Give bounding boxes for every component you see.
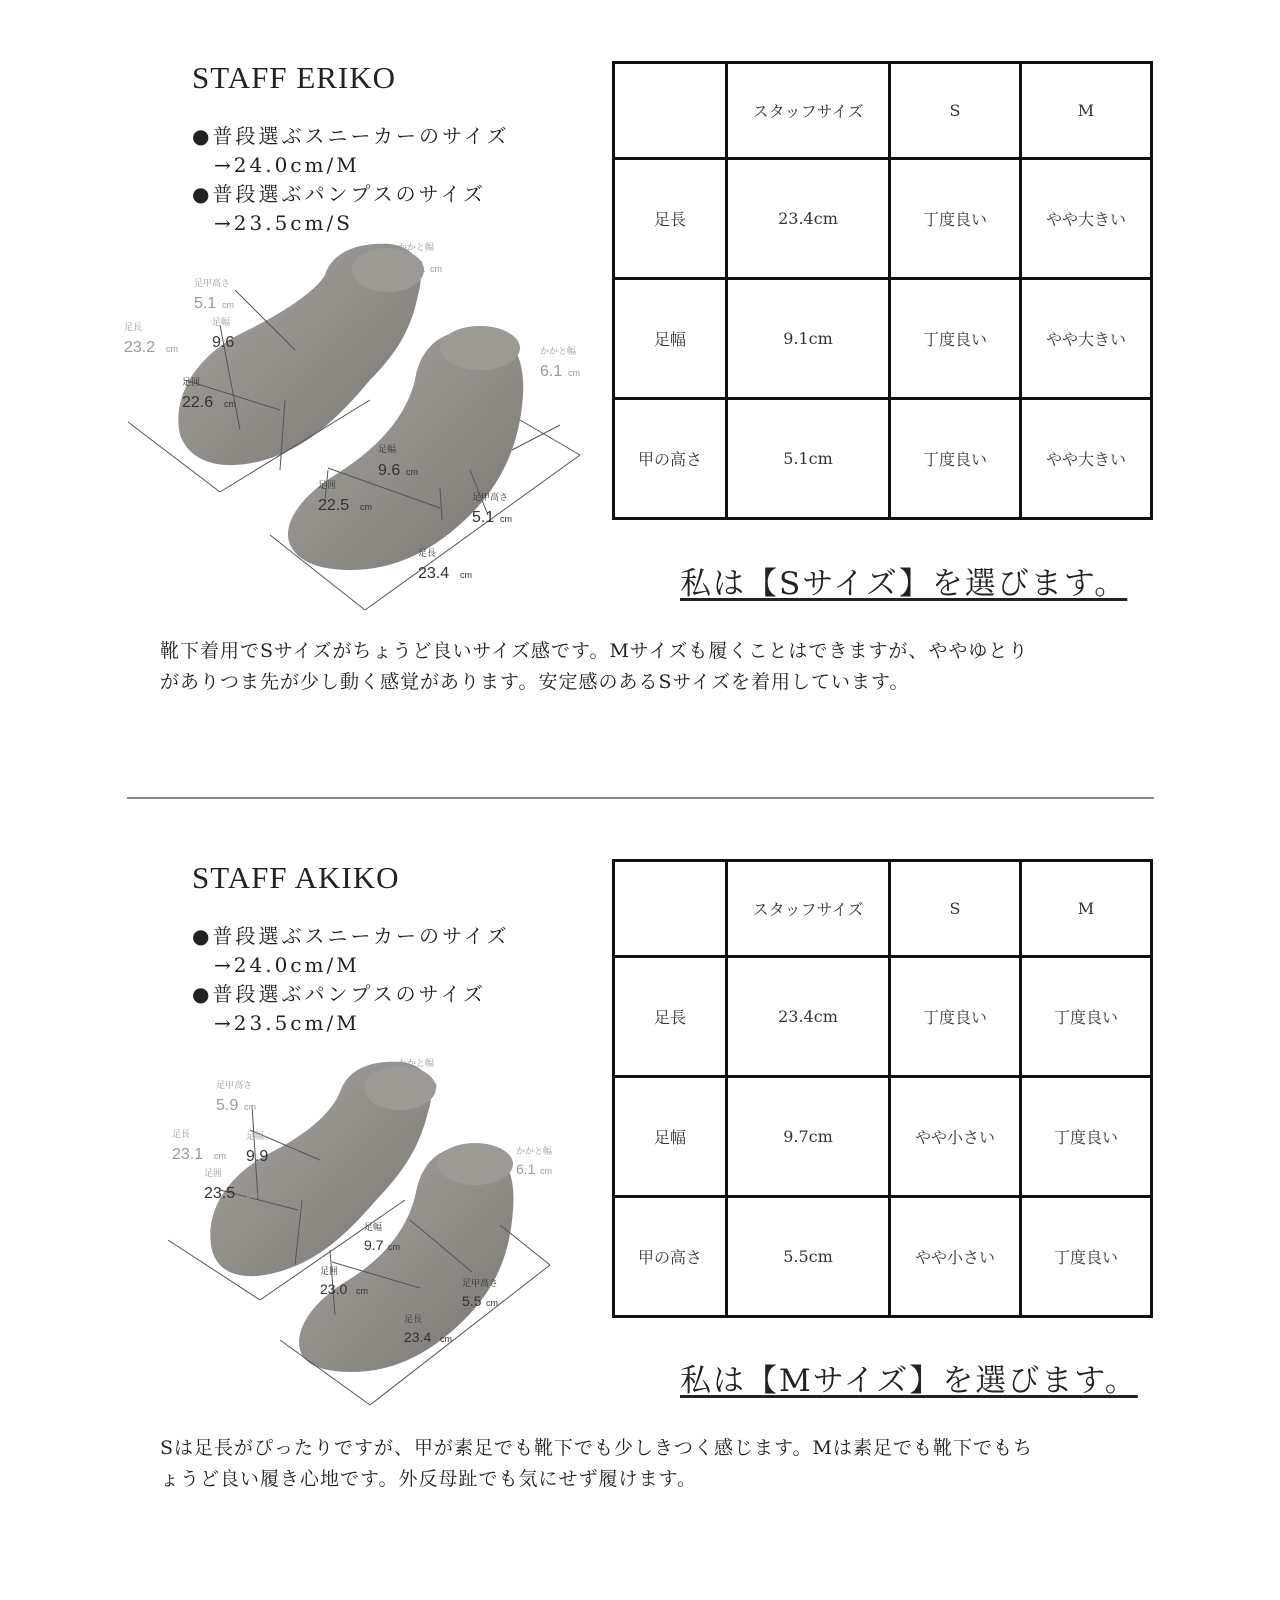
table-cell: やや大きい bbox=[1021, 159, 1152, 279]
front-instep-value: 5.1 bbox=[472, 509, 495, 526]
size-choice: 私は【Mサイズ】を選びます。 bbox=[680, 1363, 1138, 1399]
staff-comment bbox=[160, 636, 1110, 698]
front-girth-unit: cm bbox=[356, 1286, 368, 1296]
sneaker-size-label: ●普段選ぶスニーカーのサイズ bbox=[192, 924, 510, 948]
back-heel-width-value: 6.1 bbox=[403, 259, 426, 276]
table-cell: 足幅 bbox=[614, 1077, 727, 1197]
table-header-cell: スタッフサイズ bbox=[727, 861, 890, 957]
front-heel-width-unit: cm bbox=[568, 368, 580, 378]
back-length-unit: cm bbox=[214, 1151, 226, 1161]
table-cell: 9.7cm bbox=[727, 1077, 890, 1197]
back-girth-unit: cm bbox=[224, 399, 236, 409]
pumps-size-value: →23.5cm/S bbox=[214, 211, 353, 235]
back-instep-value: 5.1 bbox=[194, 295, 217, 312]
staff-section-eriko bbox=[0, 0, 1280, 760]
front-girth-label: 足囲 bbox=[318, 480, 337, 490]
comment-line: ょうど良い履き心地です。外反母趾でも気にせず履けます。 bbox=[160, 1468, 697, 1490]
front-width-unit: cm bbox=[406, 467, 418, 477]
table-cell: 丁度良い bbox=[1021, 957, 1152, 1077]
back-girth-unit: cm bbox=[246, 1190, 258, 1200]
front-heel-width-value: 6.1 bbox=[516, 1161, 536, 1177]
table-row bbox=[614, 279, 1152, 399]
table-header-cell: M bbox=[1021, 63, 1152, 159]
section-divider bbox=[127, 797, 1154, 799]
staff-comment bbox=[160, 1433, 1110, 1495]
table-header-row bbox=[614, 861, 1152, 957]
front-length-label: 足長 bbox=[404, 1314, 423, 1324]
front-instep-value: 5.5 bbox=[462, 1293, 482, 1309]
back-heel-width-label: かかと幅 bbox=[398, 242, 435, 252]
comment-line: がありつま先が少し動く感覚があります。安定感のあるSサイズを着用しています。 bbox=[160, 671, 910, 693]
table-cell: 丁度良い bbox=[890, 957, 1021, 1077]
back-instep-label: 足甲高さ bbox=[216, 1080, 253, 1090]
front-length-unit: cm bbox=[460, 570, 472, 580]
usual-size-list bbox=[192, 122, 509, 238]
back-width-label: 足幅 bbox=[246, 1131, 265, 1141]
back-instep-label: 足甲高さ bbox=[194, 278, 231, 288]
table-cell: 足長 bbox=[614, 957, 727, 1077]
staff-title: STAFF AKIKO bbox=[192, 860, 400, 895]
pumps-size-label: ●普段選ぶパンプスのサイズ bbox=[192, 182, 487, 206]
front-instep-label: 足甲高さ bbox=[462, 1278, 499, 1288]
back-heel-width-value: 5.9 bbox=[398, 1075, 421, 1092]
foot-measurement-illustration bbox=[120, 230, 600, 630]
front-instep-unit: cm bbox=[486, 1298, 498, 1308]
front-heel-width-value: 6.1 bbox=[540, 363, 563, 380]
front-girth-unit: cm bbox=[360, 502, 372, 512]
front-heel-width-unit: cm bbox=[540, 1166, 552, 1176]
front-width-value: 9.6 bbox=[378, 462, 401, 479]
back-heel-width-unit: cm bbox=[425, 1080, 437, 1090]
staff-section-akiko bbox=[0, 800, 1280, 1560]
table-cell: 丁度良い bbox=[890, 159, 1021, 279]
table-cell: 甲の高さ bbox=[614, 399, 727, 519]
table-header-cell: S bbox=[890, 63, 1021, 159]
table-cell: やや大きい bbox=[1021, 279, 1152, 399]
back-girth-label: 足囲 bbox=[204, 1168, 223, 1178]
table-cell: 23.4cm bbox=[727, 159, 890, 279]
back-girth-label: 足囲 bbox=[182, 377, 201, 387]
table-cell: 丁度良い bbox=[1021, 1077, 1152, 1197]
back-instep-unit: cm bbox=[244, 1102, 256, 1112]
size-choice: 私は【Sサイズ】を選びます。 bbox=[680, 566, 1128, 602]
table-header-cell: スタッフサイズ bbox=[727, 63, 890, 159]
table-row bbox=[614, 1077, 1152, 1197]
table-row bbox=[614, 1197, 1152, 1317]
front-girth-value: 22.5 bbox=[318, 497, 350, 514]
table-header-cell bbox=[614, 861, 727, 957]
table-header-cell: M bbox=[1021, 861, 1152, 957]
table-cell: 23.4cm bbox=[727, 957, 890, 1077]
table-cell: 丁度良い bbox=[890, 279, 1021, 399]
back-width-value: 9.9 bbox=[246, 1148, 269, 1165]
front-width-label: 足幅 bbox=[378, 444, 397, 454]
size-fit-table bbox=[612, 61, 1153, 520]
table-cell: 5.5cm bbox=[727, 1197, 890, 1317]
table-cell: やや小さい bbox=[890, 1197, 1021, 1317]
front-heel-width-label: かかと幅 bbox=[540, 346, 577, 356]
front-girth-value: 23.0 bbox=[320, 1281, 348, 1297]
pumps-size-label: ●普段選ぶパンプスのサイズ bbox=[192, 982, 487, 1006]
back-heel-width-label: かかと幅 bbox=[398, 1058, 435, 1068]
back-length-unit: cm bbox=[166, 344, 178, 354]
back-instep-unit: cm bbox=[222, 300, 234, 310]
front-width-label: 足幅 bbox=[364, 1222, 383, 1232]
back-width-unit: cm bbox=[274, 1153, 286, 1163]
back-length-value: 23.1 bbox=[172, 1146, 204, 1163]
table-row bbox=[614, 399, 1152, 519]
staff-title: STAFF ERIKO bbox=[192, 60, 397, 95]
front-instep-unit: cm bbox=[500, 514, 512, 524]
sneaker-size-label: ●普段選ぶスニーカーのサイズ bbox=[192, 124, 510, 148]
back-length-value: 23.2 bbox=[124, 339, 156, 356]
front-length-value: 23.4 bbox=[418, 565, 450, 582]
back-width-value: 9.6 bbox=[212, 334, 235, 351]
comment-line: Sは足長がぴったりですが、甲が素足でも靴下でも少しきつく感じます。Mは素足でも靴下でもち bbox=[160, 1437, 1033, 1459]
table-cell: やや小さい bbox=[890, 1077, 1021, 1197]
sneaker-size-value: →24.0cm/M bbox=[214, 153, 360, 177]
table-cell: 足長 bbox=[614, 159, 727, 279]
front-length-unit: cm bbox=[440, 1334, 452, 1344]
table-header-cell: S bbox=[890, 861, 1021, 957]
table-cell: 丁度良い bbox=[890, 399, 1021, 519]
pumps-size-value: →23.5cm/M bbox=[214, 1011, 360, 1035]
back-girth-value: 22.6 bbox=[182, 394, 214, 411]
size-fit-table bbox=[612, 859, 1153, 1318]
table-cell: 丁度良い bbox=[1021, 1197, 1152, 1317]
table-row bbox=[614, 159, 1152, 279]
sneaker-size-value: →24.0cm/M bbox=[214, 953, 360, 977]
back-heel-width-unit: cm bbox=[430, 264, 442, 274]
back-instep-value: 5.9 bbox=[216, 1097, 239, 1114]
back-width-unit: cm bbox=[240, 339, 252, 349]
table-row bbox=[614, 957, 1152, 1077]
table-header-cell bbox=[614, 63, 727, 159]
front-width-unit: cm bbox=[388, 1242, 400, 1252]
usual-size-list bbox=[192, 922, 509, 1038]
table-cell: 5.1cm bbox=[727, 399, 890, 519]
table-cell: 甲の高さ bbox=[614, 1197, 727, 1317]
foot-measurement-illustration bbox=[120, 1050, 600, 1450]
front-instep-label: 足甲高さ bbox=[472, 492, 509, 502]
front-length-label: 足長 bbox=[418, 548, 437, 558]
table-cell: やや大きい bbox=[1021, 399, 1152, 519]
front-length-value: 23.4 bbox=[404, 1329, 432, 1345]
comment-line: 靴下着用でSサイズがちょうど良いサイズ感です。Mサイズも履くことはできますが、ややゆとり bbox=[160, 640, 1029, 662]
back-girth-value: 23.5 bbox=[204, 1185, 236, 1202]
back-width-label: 足幅 bbox=[212, 317, 231, 327]
front-girth-label: 足囲 bbox=[320, 1266, 339, 1276]
back-length-label: 足長 bbox=[124, 322, 143, 332]
front-heel-width-label: かかと幅 bbox=[516, 1146, 553, 1156]
table-header-row bbox=[614, 63, 1152, 159]
table-cell: 足幅 bbox=[614, 279, 727, 399]
table-cell: 9.1cm bbox=[727, 279, 890, 399]
back-length-label: 足長 bbox=[172, 1129, 191, 1139]
front-width-value: 9.7 bbox=[364, 1237, 384, 1253]
